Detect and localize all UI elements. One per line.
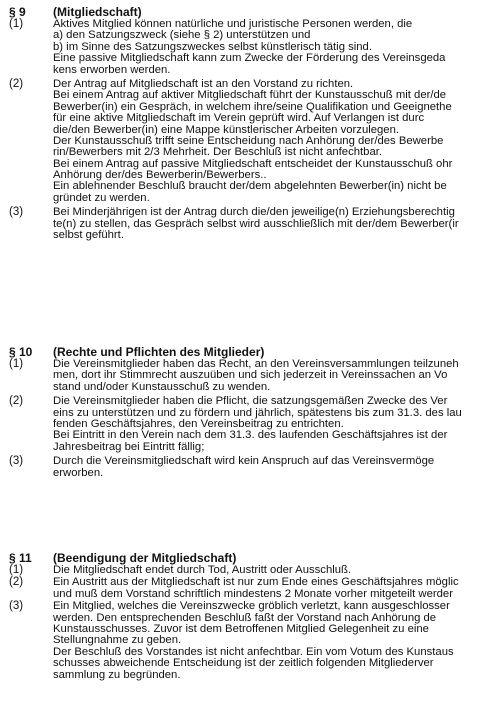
text-line: die/den Bewerber(in) eine Mappe künstlerischer Arbeiten vorzulegen.: [53, 123, 400, 136]
paragraph-10-1: [0, 359, 501, 393]
section-number: § 9: [9, 5, 26, 19]
paragraph-number: (2): [9, 77, 24, 90]
text-line: sammlung zu begründen.: [53, 668, 181, 681]
text-line: Bei Minderjährigen ist der Antrag durch die/den jeweilige(n) Erziehungsberechtig: [53, 206, 455, 219]
text-line: Durch die Vereinsmitgliedschaft wird kein Anspruch auf das Vereinsvermöge: [53, 455, 435, 468]
section-9: [0, 5, 501, 241]
text-line: te(n) zu stellen, das Gespräch selbst wird ausschließlich mit der/dem Bewerber(ir: [53, 217, 459, 230]
paragraph-10-2: [0, 396, 501, 453]
section-header: [0, 5, 501, 19]
text-line: kens erworben werden.: [53, 63, 171, 76]
paragraph-number: (3): [9, 206, 24, 219]
text-line: b) im Sinne des Satzungszweckes selbst künstlerisch tätig sind.: [53, 40, 372, 53]
text-line: stand und/oder Kunstausschuß zu wenden.: [53, 380, 271, 393]
paragraph-number: (2): [9, 576, 24, 589]
text-line: Bei einem Antrag auf passive Mitgliedschaft entscheidet der Kunstausschuß ohr: [53, 157, 453, 170]
text-line: Anhörung der/des Bewerberin/Bewerbers..: [53, 169, 267, 182]
text-line: für eine aktive Mitgliedschaft im Verein geprüft wird. Auf Verlangen ist durc: [53, 112, 425, 125]
text-line: Der Antrag auf Mitgliedschaft ist an den Vorstand zu richten.: [53, 77, 354, 90]
section-11: [0, 551, 501, 681]
text-line: Die Vereinsmitglieder haben das Recht, an den Vereinsversammlungen teilzuneh: [53, 358, 459, 370]
text-line: werden. Den entsprechenden Beschluß faßt der Vorstand nach Anhörung de: [53, 611, 437, 624]
section-header: [0, 551, 501, 565]
text-line: a) den Satzungszweck (siehe § 2) unterstützen und: [53, 29, 311, 42]
section-title: (Beendigung der Mitgliedschaft): [53, 551, 237, 565]
paragraph-number: (1): [9, 564, 24, 576]
text-line: Kunstausschusses. Zuvor ist dem Betroffenen Mitglied Gelegenheit zu eine: [53, 622, 429, 635]
text-line: Bei einem Antrag auf aktiver Mitgliedschaft führt der Kunstausschuß mit der/de: [53, 89, 447, 102]
text-line: selbst geführt.: [53, 229, 124, 242]
paragraph-11-1: [0, 565, 501, 576]
text-line: Jahresbeitrag bei Eintritt fällig;: [53, 440, 205, 453]
text-line: schusses abweichende Entscheidung ist der zeitlich folgenden Mitgliederver: [53, 657, 434, 670]
text-line: Ein Austritt aus der Mitgliedschaft ist nur zum Ende eines Geschäftsjahres möglic: [53, 576, 459, 589]
paragraph-number: (1): [9, 358, 24, 370]
text-line: Der Beschluß des Vorstandes ist nicht anfechtbar. Ein vom Votum des Kunstaus: [53, 645, 454, 658]
text-line: Ein ablehnender Beschluß braucht der/dem abgelehnten Bewerber(in) nicht be: [53, 180, 447, 193]
text-line: Der Kunstausschuß trifft seine Entscheidung nach Anhörung der/des Bewerbe: [53, 134, 444, 147]
paragraph-number: (3): [9, 600, 24, 613]
section-title: (Mitgliedschaft): [53, 5, 142, 19]
paragraph-number: (3): [9, 455, 24, 468]
text-line: Bei Eintritt in den Verein nach dem 31.3. des laufenden Geschäftsjahres ist der: [53, 429, 448, 442]
text-line: Stellungnahme zu geben.: [53, 634, 182, 647]
section-header: [0, 345, 501, 359]
section-number: § 11: [9, 551, 32, 565]
section-10: [0, 345, 501, 479]
text-line: Bewerber(in) ein Gespräch, in welchem ihre/seine Qualifikation und Geeignethe: [53, 100, 452, 113]
paragraph-9-1: [0, 19, 501, 76]
text-line: rin/Bewerbers mit 2/3 Mehrheit. Der Beschluß ist nicht anfechtbar.: [53, 146, 383, 159]
paragraph-9-2: [0, 79, 501, 204]
text-line: Ein Mitglied, welches die Vereinszwecke gröblich verletzt, kann ausgeschlosser: [53, 600, 450, 613]
text-line: Eine passive Mitgliedschaft kann zum Zwecke der Förderung des Vereinsgeda: [53, 52, 446, 65]
paragraph-number: (1): [9, 18, 24, 30]
section-number: § 10: [9, 345, 33, 359]
paragraph-number: (2): [9, 395, 24, 408]
text-line: erworben.: [53, 466, 104, 479]
text-line: fenden Geschäftsjahres, den Vereinsbeitrag zu entrichten.: [53, 417, 344, 430]
section-title: (Rechte und Pflichten des Mitglieder): [53, 345, 265, 359]
paragraph-11-3: [0, 601, 501, 681]
paragraph-10-3: [0, 456, 501, 479]
text-line: und muß dem Vorstand schriftlich mindestens 2 Monate vorher mitgeteilt werder: [53, 587, 453, 600]
text-line: Aktives Mitglied können natürliche und juristische Personen werden, die: [53, 18, 413, 30]
paragraph-11-2: [0, 577, 501, 600]
text-line: gründet zu werden.: [53, 191, 150, 204]
text-line: men, dort ihr Stimmrecht auszuüben und sich jederzeit in Vereinssachen an Vo: [53, 369, 448, 382]
text-line: Die Vereinsmitglieder haben die Pflicht, die satzungsgemäßen Zwecke des Ver: [53, 395, 448, 408]
text-line: Die Mitgliedschaft endet durch Tod, Austritt oder Ausschluß.: [53, 564, 352, 576]
paragraph-9-3: [0, 207, 501, 241]
text-line: eins zu unterstützen und zu fördern und jährlich, spätestens bis zum 31.3. des lau: [53, 406, 462, 419]
